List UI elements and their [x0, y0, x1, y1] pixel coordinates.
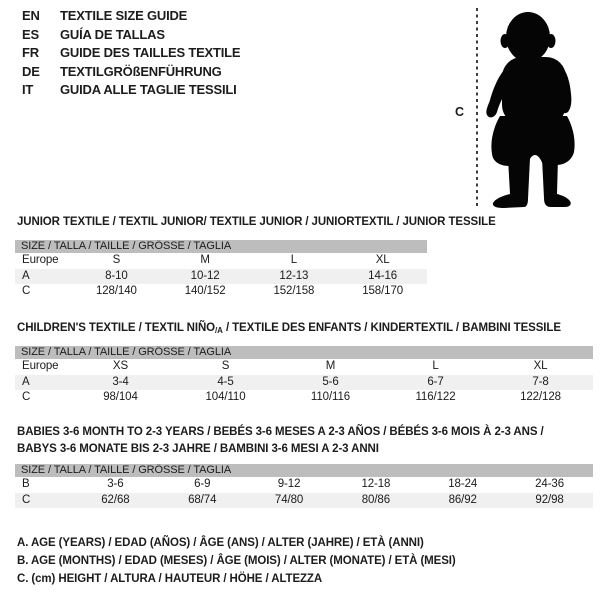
- toddler-silhouette: [480, 8, 590, 208]
- cell: XS: [112, 360, 129, 372]
- cell: 92/98: [506, 493, 593, 509]
- table-row-months: [15, 477, 593, 493]
- row-label: C: [22, 391, 31, 403]
- cell: 62/68: [72, 493, 159, 509]
- lang-text: TEXTILGRÖßENFÜHRUNG: [60, 63, 222, 79]
- title-line-2: BABYS 3-6 MONATE BIS 2-3 JAHRE / BAMBINI 3-6 MESI A 2-3 ANNI: [17, 442, 379, 455]
- lang-text: GUIDE DES TAILLES TEXTILE: [60, 45, 241, 61]
- table-row-europe: [15, 359, 593, 375]
- lang-code: IT: [22, 82, 34, 98]
- cell: 7-8: [488, 375, 593, 391]
- cell: 122/128: [520, 391, 561, 403]
- row-label: A: [15, 269, 72, 285]
- cell: 74/80: [246, 493, 333, 509]
- lang-text: GUÍA DE TALLAS: [60, 26, 165, 42]
- cell: XL: [533, 360, 548, 372]
- lang-code: DE: [22, 63, 40, 79]
- cell: 3-4: [68, 375, 173, 391]
- section-title-children: [17, 322, 561, 335]
- legend-line-c: C. (cm) HEIGHT / ALTURA / HAUTEUR / HÖHE / ALTEZZA: [17, 572, 323, 585]
- table-row-age: [15, 375, 593, 391]
- table-header-row: [15, 240, 427, 253]
- children-size-table: [15, 346, 593, 406]
- cell: 86/92: [419, 493, 506, 509]
- cell: 24-36: [535, 478, 565, 490]
- section-title-babies: [17, 424, 577, 457]
- row-label: Europe: [22, 360, 59, 372]
- cell: 158/170: [362, 285, 404, 297]
- lang-row-de: [22, 63, 240, 82]
- cell: 116/122: [415, 391, 456, 403]
- section-title-junior: JUNIOR TEXTILE / TEXTIL JUNIOR/ TEXTILE JUNIOR / JUNIORTEXTIL / JUNIOR TESSILE: [17, 216, 496, 228]
- legend-line-b: B. AGE (MONTHS) / EDAD (MESES) / ÂGE (MOIS) / ALTER (MONATE) / ETÀ (MESI): [17, 554, 456, 567]
- cell: 68/74: [159, 493, 246, 509]
- cell: 10-12: [161, 269, 250, 285]
- cell: 14-16: [338, 269, 427, 285]
- cell: 9-12: [277, 478, 301, 490]
- lang-code: ES: [22, 26, 39, 42]
- cell: 12-13: [250, 269, 339, 285]
- title-part: CHILDREN'S TEXTILE / TEXTIL NIÑO: [17, 322, 216, 334]
- cell: 104/110: [205, 391, 246, 403]
- cell: 12-18: [361, 478, 391, 490]
- legend: [17, 535, 456, 588]
- row-label: A: [15, 375, 68, 391]
- cell: M: [200, 254, 210, 266]
- cell: 6-9: [194, 478, 211, 490]
- table-row-height: [15, 284, 427, 300]
- row-label: C: [15, 493, 72, 509]
- table-row-age: [15, 269, 427, 285]
- title-subscript: /A: [215, 326, 223, 335]
- cell: 80/86: [332, 493, 419, 509]
- cell: 128/140: [95, 285, 137, 297]
- table-row-europe: [15, 253, 427, 269]
- cell: XL: [375, 254, 390, 266]
- row-label: C: [22, 285, 31, 297]
- height-measure-dotted-line: [476, 8, 478, 208]
- cell: 8-10: [72, 269, 161, 285]
- row-label: B: [22, 478, 30, 490]
- title-part: / TEXTILE DES ENFANTS / KINDERTEXTIL / BAMBINI TESSILE: [222, 322, 561, 334]
- cell: L: [432, 360, 439, 372]
- lang-row-es: [22, 26, 240, 45]
- junior-size-table: [15, 240, 427, 300]
- lang-text: GUIDA ALLE TAGLIE TESSILI: [60, 82, 237, 98]
- language-header: [22, 7, 240, 100]
- table-row-height: [15, 390, 593, 406]
- row-label: Europe: [22, 254, 59, 266]
- lang-code: EN: [22, 8, 40, 23]
- size-header-cell: SIZE / TALLA / TAILLE / GRÖSSE / TAGLIA: [15, 240, 427, 253]
- cell: S: [112, 254, 121, 266]
- cell: M: [325, 360, 336, 372]
- size-header-cell: SIZE / TALLA / TAILLE / GRÖSSE / TAGLIA: [15, 464, 593, 477]
- cell: S: [221, 360, 230, 372]
- table-header-row: [15, 346, 593, 359]
- cell: 3-6: [107, 478, 124, 490]
- lang-text: TEXTILE SIZE GUIDE: [60, 8, 188, 23]
- cell: 18-24: [448, 478, 478, 490]
- cell: 110/116: [310, 391, 351, 403]
- title-line-1: BABIES 3-6 MONTH TO 2-3 YEARS / BEBÉS 3-6 MESES A 2-3 AÑOS / BÉBÉS 3-6 MOIS À 2-3 ANS /: [17, 426, 544, 438]
- cell: 4-5: [173, 375, 278, 391]
- cell: 6-7: [383, 375, 488, 391]
- cell: L: [290, 254, 298, 266]
- lang-row-it: [22, 81, 240, 100]
- lang-row-fr: [22, 44, 240, 63]
- table-header-row: [15, 464, 593, 477]
- cell: 5-6: [278, 375, 383, 391]
- size-header-cell: SIZE / TALLA / TAILLE / GRÖSSE / TAGLIA: [15, 346, 593, 359]
- height-measure-label: C: [455, 105, 465, 119]
- cell: 152/158: [273, 285, 315, 297]
- cell: 98/104: [103, 391, 138, 403]
- table-row-height: [15, 493, 593, 509]
- babies-size-table: [15, 464, 593, 508]
- cell: 140/152: [184, 285, 226, 297]
- legend-line-a: A. AGE (YEARS) / EDAD (AÑOS) / ÂGE (ANS) / ALTER (JAHRE) / ETÀ (ANNI): [17, 537, 424, 549]
- lang-row-en: [22, 7, 240, 26]
- lang-code: FR: [22, 45, 39, 61]
